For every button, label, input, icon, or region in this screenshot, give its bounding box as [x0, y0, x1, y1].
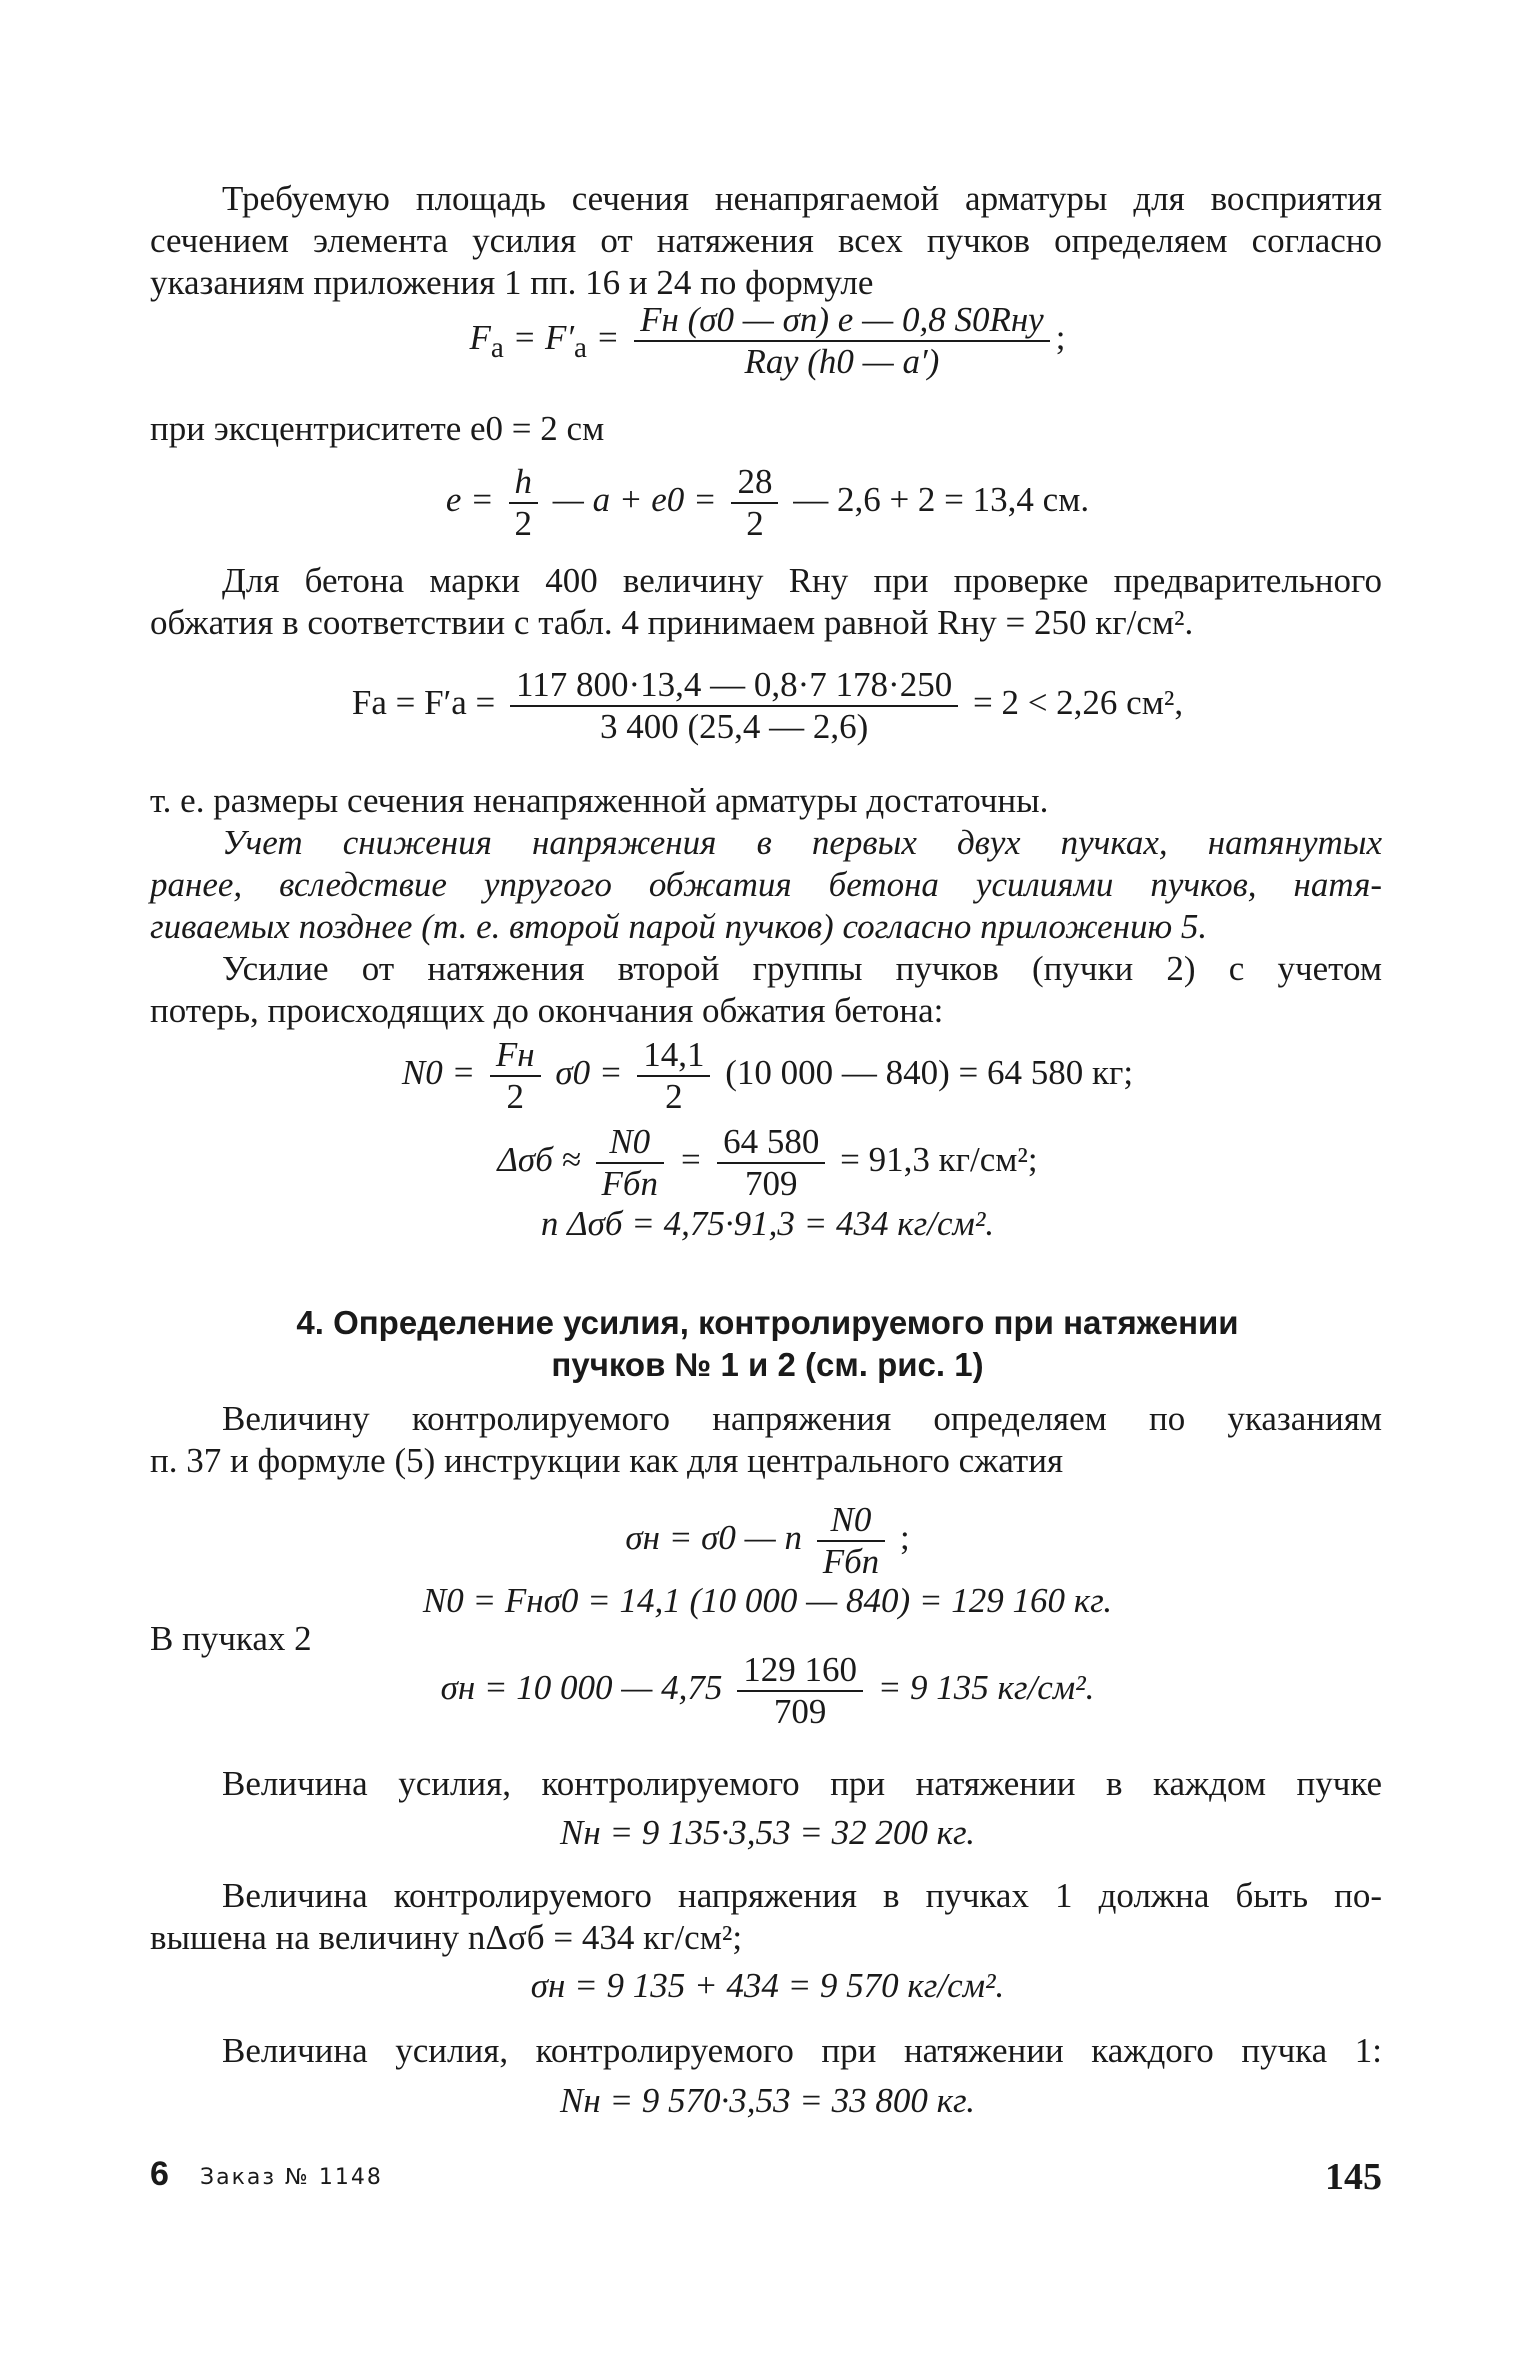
fraction: $\frac{117 800\cdot 13,4 — 0,8\cdot 7 178\cdot 250}{3 400 (25,4 — 2,6)}$ [510, 665, 958, 747]
text-line: указаниям приложения 1 пп. 16 и 24 по формуле [150, 263, 874, 302]
text-line: гиваемых позднее (т. е. второй парой пучков) согласно приложению 5. [150, 907, 1208, 946]
side-label: В пучках 2 [150, 1619, 312, 1658]
sheet-number: 6 [150, 2155, 169, 2193]
text-line: Учет снижения напряжения в первых двух пучках, натянутых [222, 823, 1382, 862]
paragraph-force-bundle-1 [150, 2030, 1382, 2072]
formula-e: e = $\frac{h}{2}$ — a + e0 = $\frac{28}{2}$ — 2,6 + 2 = 13,4 см. [445, 462, 1090, 543]
fraction: $\frac{N0}{\text{Fбп}}$ [817, 1500, 885, 1582]
text-line: Величина усилия, контролируемого при натяжении каждого пучка 1: [222, 2031, 1382, 2070]
formula-lhs: $F_а = F'_а$ = [469, 318, 620, 365]
formula-n0: N0 = $\frac{Fн}{2}$ σ0 = $\frac{14,1}{2}$ (10 000 — 840) = 64 580 кг; [401, 1035, 1134, 1116]
text-line: обжатия в соответствии с табл. 4 принимаем равной Rну = 250 кг/см². [150, 603, 1194, 642]
denominator: Rау (h0 — a′) [744, 342, 940, 381]
text-line: Требуемую площадь сечения ненапрягаемой арматуры для восприятия [222, 179, 1382, 218]
text-line: т. е. размеры сечения ненапряженной арматуры достаточны. [150, 781, 1049, 820]
heading-line: 4. Определение усилия, контролируемого при натяжении [296, 1304, 1239, 1341]
formula-nh-2: Nн = 9 135·3,53 = 32 200 кг. [559, 1813, 975, 1852]
formula-n0-total: N0 = Fнσ0 = 14,1 (10 000 — 840) = 129 160 кг. [422, 1581, 1113, 1620]
fraction: $\frac{64 580}{709}$ [717, 1122, 825, 1204]
text-line: сечением элемента усилия от натяжения всех пучков определяем согласно [150, 221, 1382, 260]
heading-line: пучков № 1 и 2 (см. рис. 1) [551, 1346, 984, 1383]
text-line: потерь, происходящих до окончания обжатия бетона: [150, 991, 944, 1030]
formula-sigma-h: σн = σ0 — n $\frac{N0}{\text{Fбп}}$ ; [625, 1500, 910, 1581]
section-heading [0, 1302, 1535, 1386]
page-number: 145 [1325, 2156, 1382, 2198]
paragraph-force-each [150, 1763, 1382, 1805]
text-line: Величина контролируемого напряжения в пучках 1 должна быть по- [222, 1876, 1382, 1915]
paragraph-reinforcement [150, 780, 1382, 1032]
text-line: ранее, вследствие упругого обжатия бетона усилиями пучков, натя- [150, 865, 1382, 904]
paragraph-stress-increase [150, 1875, 1382, 1959]
paragraph-intro [150, 178, 1382, 304]
formula-n-delta-sigma: n Δσб = 4,75·91,3 = 434 кг/см². [540, 1204, 995, 1243]
formula-nh-1: Nн = 9 570·3,53 = 33 800 кг. [559, 2081, 975, 2120]
formula-sigma-h-1: σн = 9 135 + 434 = 9 570 кг/см². [530, 1966, 1005, 2005]
fraction: $\frac{129 160}{709}$ [737, 1650, 863, 1732]
text-line: Для бетона марки 400 величину Rну при проверке предварительного [222, 561, 1382, 600]
formula-delta-sigma: Δσб ≈ $\frac{N0}{\text{Fбп}}$ = $\frac{64 580}{709}$ = 91,3 кг/см²; [497, 1122, 1038, 1203]
text-line: Величина усилия, контролируемого при натяжении в каждом пучке [222, 1764, 1382, 1803]
formula-sigma-h-value: σн = 10 000 — 4,75 $\frac{129 160}{709}$ = 9 135 кг/см². [440, 1650, 1095, 1731]
text-line: п. 37 и формуле (5) инструкции как для центрального сжатия [150, 1441, 1064, 1480]
fraction: $\frac{Fн}{2}$ [490, 1035, 541, 1117]
paragraph-concrete [150, 560, 1382, 644]
fraction: $\frac{28}{2}$ [731, 462, 778, 544]
paragraph-eccentricity [150, 408, 1382, 450]
order-number: Заказ № 1148 [200, 2165, 383, 2190]
fraction: $\frac{N0}{\text{Fбп}}$ [596, 1122, 664, 1204]
fraction [634, 300, 1050, 382]
text-line: Величину контролируемого напряжения определяем по указаниям [222, 1399, 1382, 1438]
formula-fa: $F_а = F'_а$ = $\frac{\text{Fн (σ0 — σп) e — 0,8 S0Rну}}{\text{Rау (h0 — a′)}}$ ; [469, 300, 1066, 381]
paragraph-control [150, 1398, 1382, 1482]
fraction: $\frac{14,1}{2}$ [637, 1035, 710, 1117]
fraction: $\frac{h}{2}$ [509, 462, 539, 544]
formula-fa-numeric: Fа = F′а = $\frac{117 800\cdot 13,4 — 0,8\cdot 7 178\cdot 250}{3 400 (25,4 — 2,6)}$ = 2 < 2,26 см², [351, 665, 1184, 746]
text-line: при эксцентриситете e0 = 2 см [150, 409, 605, 448]
numerator: Fн (σ0 — σп) e — 0,8 S0Rну [634, 300, 1050, 342]
text-line: Усилие от натяжения второй группы пучков (пучки 2) с учетом [222, 949, 1382, 988]
text-line: вышена на величину nΔσб = 434 кг/см²; [150, 1918, 743, 1957]
